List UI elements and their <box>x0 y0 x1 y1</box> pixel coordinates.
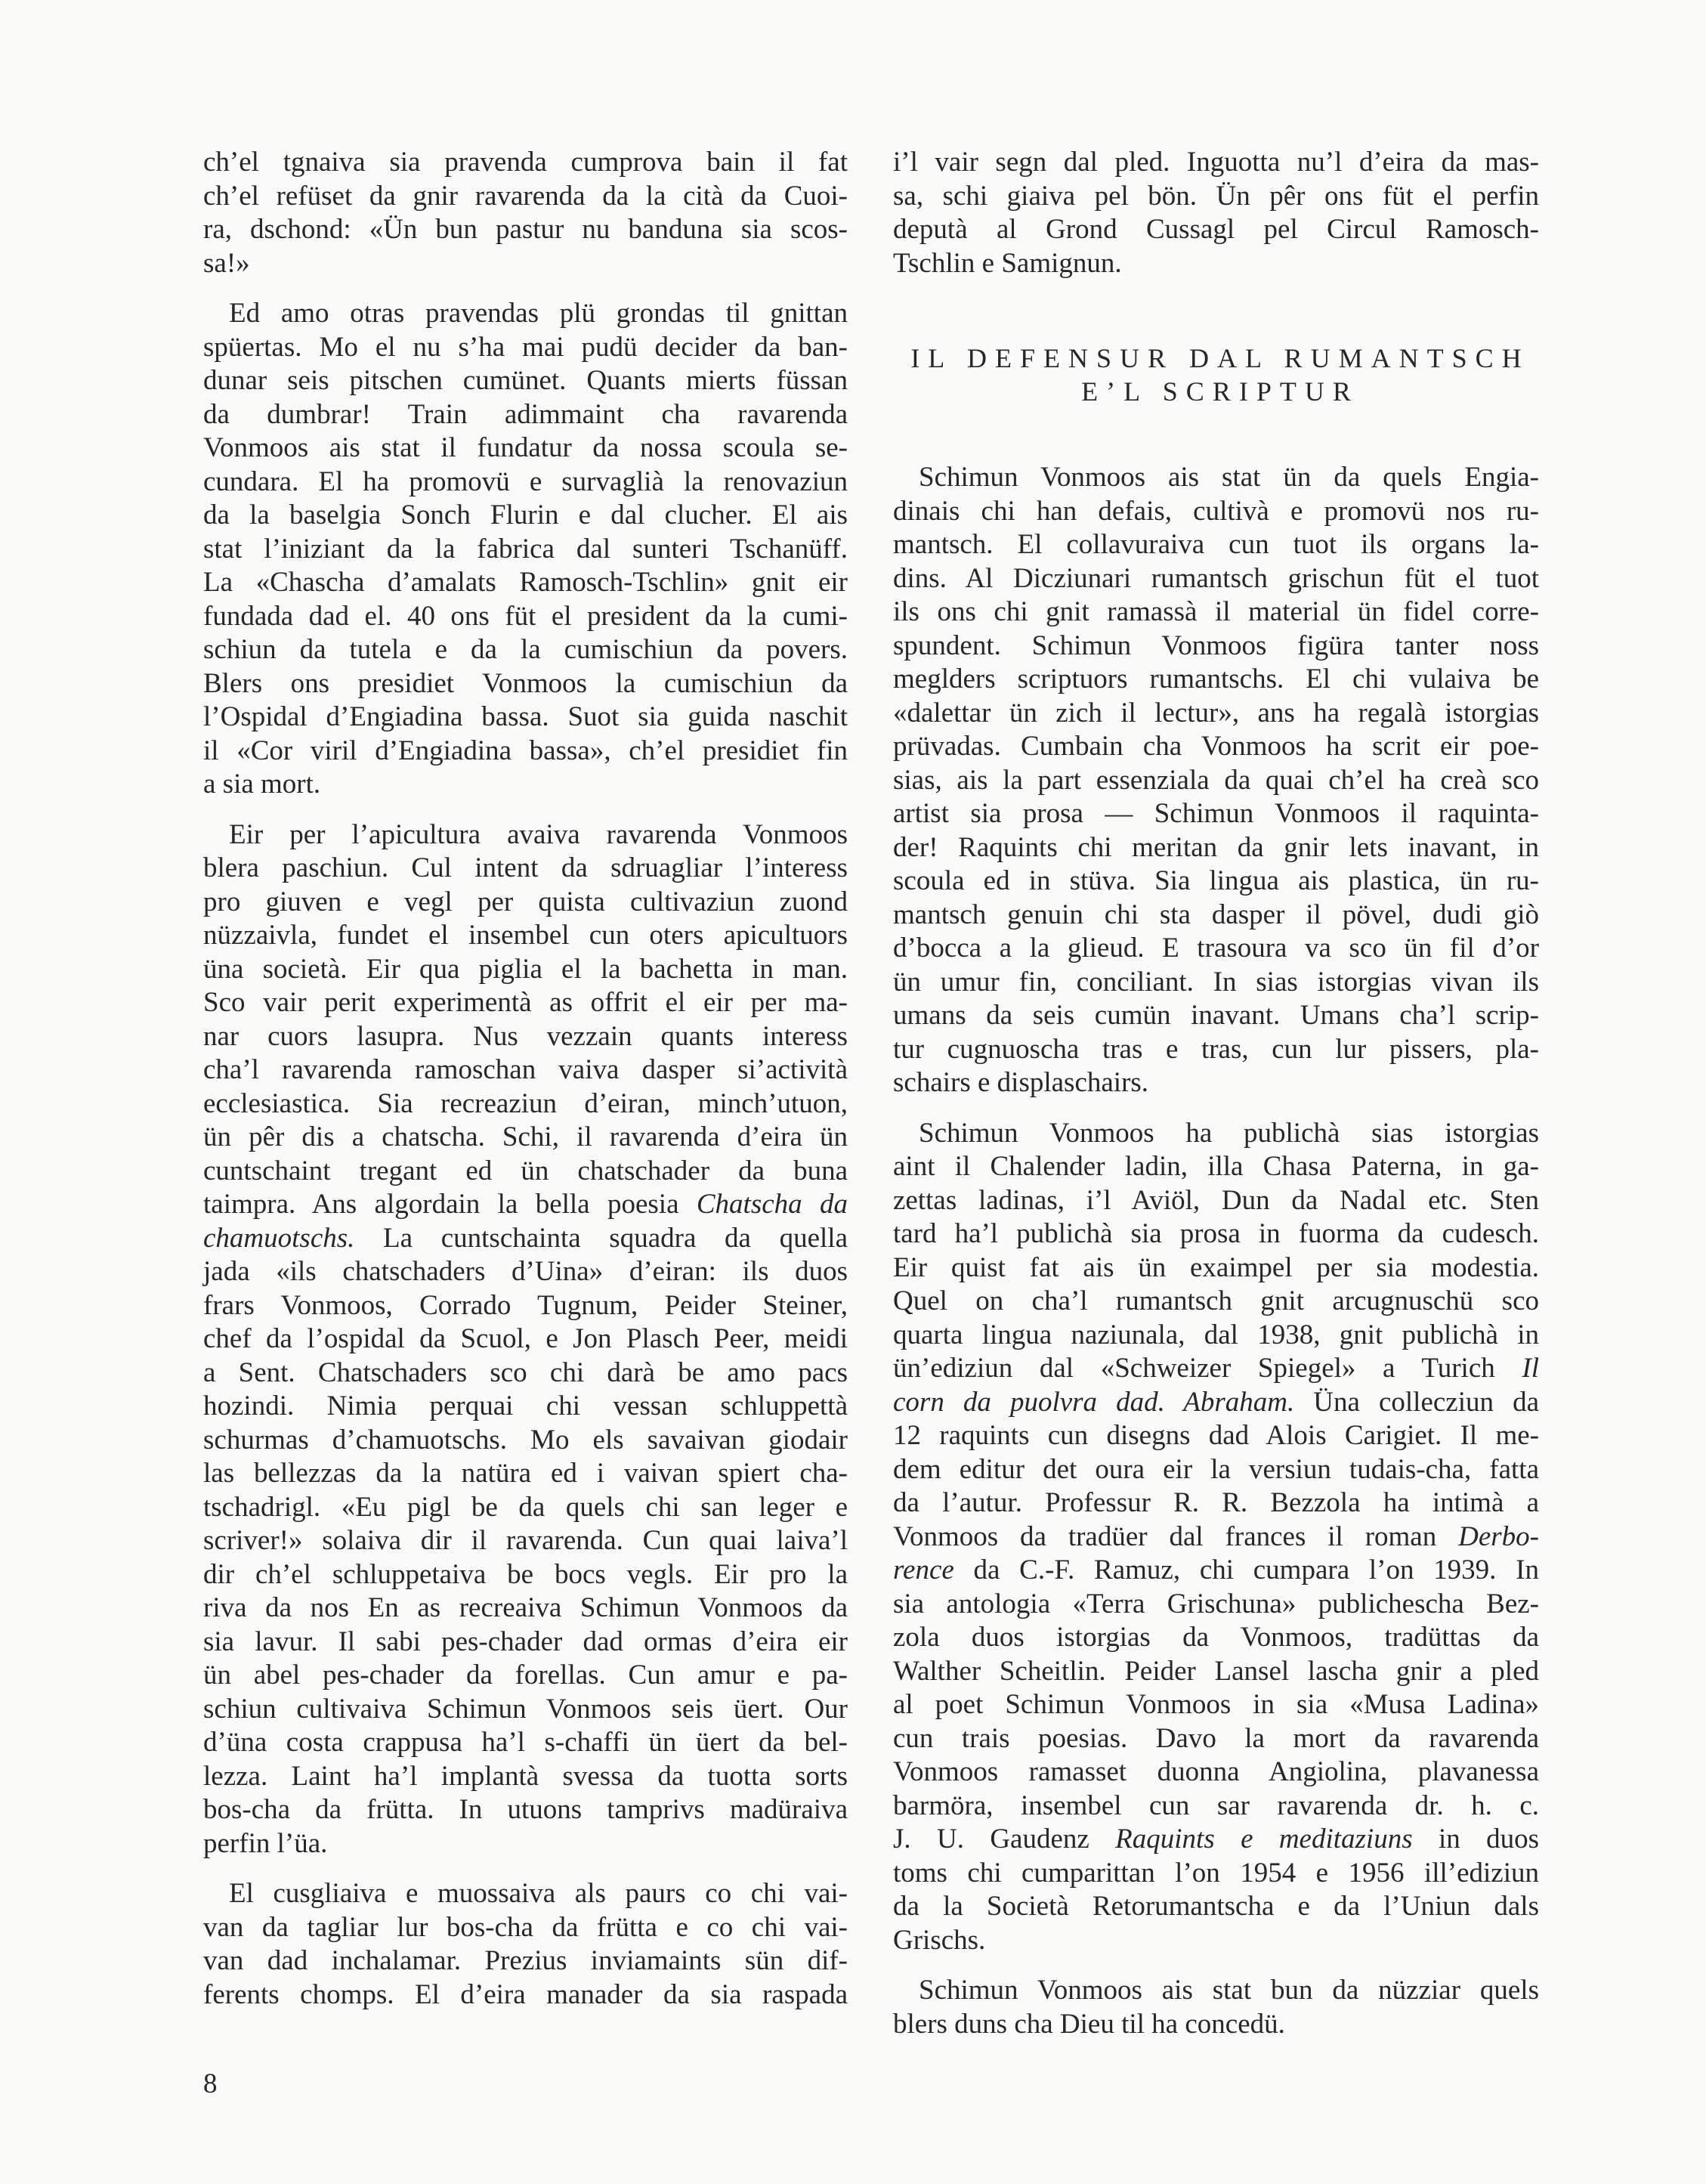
text-line: blers duns cha Dieu til ha concedü. <box>893 2008 1285 2040</box>
text-line: der! Raquints chi meritan da gnir lets inavant, in <box>893 831 1539 863</box>
emphasized-title: Il <box>1522 1353 1539 1384</box>
text-line: ün pêr dis a chatscha. Schi, il ravarenda d’eira ün <box>203 1121 848 1152</box>
text-line: scriver!» solaiva dir il ravarenda. Cun quai laiva’l <box>203 1525 848 1556</box>
text-line: a sia mort. <box>203 769 321 800</box>
text-line: dunar seis pitschen cumünet. Quants mierts füssan <box>203 365 848 396</box>
text-line: da la baselgia Sonch Flurin e dal clucher. El ais <box>203 500 848 531</box>
text-line <box>893 1554 1539 1588</box>
text-line: ün abel pes-chader da forellas. Cun amur e pa- <box>203 1660 848 1691</box>
text-line: nar cuors lasupra. Nus vezzain quants interess <box>203 1020 848 1052</box>
text-line: ch’el tgnaiva sia pravenda cumprova bain il fat <box>203 147 848 178</box>
emphasized-title: rence <box>893 1554 954 1585</box>
text-line: da dumbrar! Train adimmaint cha ravarenda <box>203 398 848 430</box>
text-line: cha’l ravarenda ramoschan vaiva dasper si’actività <box>203 1054 848 1085</box>
line-segment: Üna collecziun da <box>1294 1386 1539 1418</box>
text-line: Eir quist fat ais ün exaimpel per sia modestia. <box>893 1251 1539 1283</box>
text-line: a Sent. Chatschaders sco chi darà be amo pacs <box>203 1356 848 1388</box>
text-line: Eir per l’apicultura avaiva ravarenda Vonmoos <box>229 818 848 850</box>
paragraph <box>203 146 848 280</box>
text-line: dir ch’el schluppetaiva be bocs vegls. Eir pro la <box>203 1558 848 1590</box>
text-line: «dalettar ün zich il lectur», ans ha regalà istorgias <box>893 697 1539 729</box>
text-line: jada «ils chatschaders d’Uina» d’eiran: ils duos <box>203 1256 848 1287</box>
text-line: tschadrigl. «Eu pigl be da quels chi san leger e <box>203 1491 848 1523</box>
text-line <box>203 1188 848 1222</box>
text-line: las bellezzas da la natüra ed i vaivan spiert cha- <box>203 1458 848 1489</box>
text-line: spundent. Schimun Vonmoos figüra tanter noss <box>893 630 1539 661</box>
text-line: dins. Al Dicziunari rumantsch grischun füt el tuot <box>893 562 1539 594</box>
text-line: meglders scriptuors rumantschs. El chi vulaiva be <box>893 664 1539 694</box>
paragraph <box>203 297 848 802</box>
text-line: Quel on cha’l rumantsch gnit arcugnuschü sco <box>893 1285 1539 1316</box>
section-heading-line: E’L SCRIPTUR <box>1081 376 1359 407</box>
text-line: blera paschiun. Cul intent da sdruagliar l’interess <box>203 852 848 883</box>
text-line: lezza. Laint ha’l implantà svessa da tuotta sorts <box>203 1760 848 1792</box>
paragraph <box>203 818 848 1861</box>
left-column <box>203 146 848 2012</box>
text-line: deputà al Grond Cussagl pel Circul Ramosch- <box>893 214 1539 245</box>
text-line: ün umur fin, conciliant. In sias istorgias vivan ils <box>893 966 1539 998</box>
text-line: scoula ed in stüva. Sia lingua ais plastica, ün ru- <box>893 865 1539 896</box>
text-line: üna società. Eir qua piglia el la bachetta in man. <box>203 953 848 985</box>
emphasized-title: Raquints e meditaziuns <box>1115 1824 1413 1855</box>
text-line <box>203 1222 848 1256</box>
text-line <box>893 1386 1539 1420</box>
text-line: ch’el refüset da gnir ravarenda da la cità da Cuoi- <box>203 180 848 212</box>
text-line: van dad inchalamar. Prezius inviamaints sün dif- <box>203 1945 848 1976</box>
text-line: dinais chi han defais, cultivà e promovü nos ru- <box>893 495 1539 527</box>
text-line: d’üna costa crappusa ha’l s-chaffi ün üert da bel- <box>203 1727 848 1758</box>
text-line: sias, ais la part essenziala da quai ch’el ha creà sco <box>893 764 1539 796</box>
text-line: tur cugnuoscha tras e tras, cun lur pissers, pla- <box>893 1033 1539 1065</box>
text-line: Vonmoos ramasset duonna Angiolina, plavanessa <box>893 1756 1539 1787</box>
text-line: Grischs. <box>893 1924 986 1956</box>
text-line: cun trais poesias. Davo la mort da ravarenda <box>893 1722 1539 1754</box>
text-line: mantsch genuin chi sta dasper il pövel, dudi giò <box>893 899 1539 930</box>
text-line: schiun da tutela e da la cumischiun da povers. <box>203 634 848 665</box>
text-line: riva da nos En as recreaiva Schimun Vonmoos da <box>203 1592 848 1623</box>
text-line: toms chi cumparittan l’on 1954 e 1956 ill’ediziun <box>893 1857 1539 1889</box>
text-line: chef da l’ospidal da Scuol, e Jon Plasch Peer, meidi <box>203 1323 848 1354</box>
paragraph <box>893 1117 1539 1958</box>
text-line: zettas ladinas, i’l Aviöl, Dun da Nadal etc. Sten <box>893 1184 1539 1216</box>
text-line: schurmas d’chamuotschs. Mo els savaivan giodair <box>203 1424 848 1455</box>
text-line: Schimun Vonmoos ha publichà sias istorgias <box>919 1117 1539 1149</box>
text-line: ecclesiastica. Sia recreaziun d’eiran, minch’utuon, <box>203 1087 848 1119</box>
text-line: fundada dad el. 40 ons füt el president da la cumi- <box>203 600 848 632</box>
text-line: frars Vonmoos, Corrado Tugnum, Peider Steiner, <box>203 1289 848 1321</box>
text-line: El cusgliaiva e muossaiva als paurs co chi vai- <box>229 1878 848 1909</box>
text-line: il «Cor viril d’Engiadina bassa», ch’el presidiet fin <box>203 735 848 766</box>
text-line: aint il Chalender ladin, illa Chasa Paterna, in ga- <box>893 1151 1539 1182</box>
text-line: barmöra, insembel cun sar ravarenda dr. h. c. <box>893 1790 1539 1821</box>
text-line: schiun cultivaiva Schimun Vonmoos seis üert. Our <box>203 1693 848 1725</box>
text-line: Schimun Vonmoos ais stat bun da nüzziar quels <box>919 1975 1539 2006</box>
text-line: sia lavur. Il sabi pes-chader dad ormas d’eira eir <box>203 1626 848 1657</box>
emphasized-title: chamuotschs. <box>203 1222 355 1254</box>
text-line: cuntschaint tregant ed ün chatschader da buna <box>203 1155 848 1186</box>
line-segment: taimpra. Ans algordain la bella poesia <box>203 1189 697 1220</box>
text-line: Schimun Vonmoos ais stat ün da quels Engia- <box>919 462 1539 493</box>
line-segment: Vonmoos da tradüer dal frances il roman <box>893 1520 1459 1552</box>
text-line: ferents chomps. El d’eira manader da sia raspada <box>203 1978 848 2010</box>
text-line: ils ons chi gnit ramassà il material ün fidel corre- <box>893 596 1539 627</box>
text-line: La «Chascha d’amalats Ramosch-Tschlin» gnit eir <box>203 567 848 598</box>
text-line: mantsch. El collavuraiva cun tuot ils organs la- <box>893 529 1539 560</box>
right-column <box>893 146 1539 2041</box>
text-line: pro giuven e vegl per quista cultivaziun zuond <box>203 886 848 917</box>
section-heading-line: IL DEFENSUR DAL RUMANTSCH <box>910 343 1530 373</box>
paragraph <box>893 461 1539 1100</box>
text-line: perfin l’üa. <box>203 1827 328 1859</box>
text-line: al poet Schimun Vonmoos in sia «Musa Ladina» <box>893 1689 1539 1720</box>
text-line: van da tagliar lur bos-cha da frütta e co chi vai- <box>203 1911 848 1943</box>
line-segment: La cuntschainta squadra da quella <box>354 1222 848 1254</box>
text-line: hozindi. Nimia perquai chi vessan schluppettà <box>203 1391 848 1421</box>
text-line: sa!» <box>203 247 250 279</box>
text-line <box>893 1352 1539 1386</box>
text-line: Blers ons presidiet Vonmoos la cumischiun da <box>203 667 848 699</box>
line-segment: ün’ediziun dal «Schweizer Spiegel» a Turich <box>893 1353 1522 1384</box>
text-line: Sco vair perit experimentà as offrit el eir per ma- <box>203 987 848 1018</box>
text-line: da l’autur. Professur R. R. Bezzola ha intimà a <box>893 1487 1539 1518</box>
text-line: schairs e displaschairs. <box>893 1067 1149 1098</box>
page-number: 8 <box>203 2068 218 2099</box>
text-line: Walther Scheitlin. Peider Lansel lascha gnir a pled <box>893 1655 1539 1687</box>
text-line: sa, schi giaiva pel bön. Ün pêr ons füt el perfin <box>893 180 1539 212</box>
text-line: artist sia prosa — Schimun Vonmoos il raquinta- <box>893 798 1539 829</box>
text-line: spüertas. Mo el nu s’ha mai pudü decider da ban- <box>203 331 848 363</box>
text-line: zola duos istorgias da Vonmoos, tradüttas da <box>893 1622 1539 1653</box>
text-line: ra, dschond: «Ün bun pastur nu banduna sia scos- <box>203 214 848 245</box>
section-heading <box>893 342 1539 408</box>
text-line: Ed amo otras pravendas plü grondas til gnittan <box>229 298 848 329</box>
line-segment: in duos <box>1412 1824 1540 1855</box>
text-line <box>893 1520 1539 1554</box>
text-line: nüzzaivla, fundet el insembel cun oters apicultuors <box>203 920 848 951</box>
text-line: quarta lingua naziunala, dal 1938, gnit publichà in <box>893 1319 1539 1350</box>
continued-text <box>893 146 1539 280</box>
emphasized-title: Chatscha da <box>696 1189 848 1220</box>
text-line: 12 raquints cun disegns dad Alois Carigiet. Il me- <box>893 1420 1539 1451</box>
text-line: l’Ospidal d’Engiadina bassa. Suot sia guida naschit <box>203 701 848 732</box>
text-line: Tschlin e Samignun. <box>893 247 1122 279</box>
text-line: stat l’iniziant da la fabrica dal sunteri Tschanüff. <box>203 533 848 565</box>
text-line: prüvadas. Cumbain cha Vonmoos ha scrit eir poe- <box>893 731 1539 762</box>
text-line: Vonmoos ais stat il fundatur da nossa scoula se- <box>203 432 848 463</box>
emphasized-title: Derbo- <box>1458 1520 1539 1552</box>
text-line: sia antologia «Terra Grischuna» publichescha Bez- <box>893 1588 1539 1619</box>
emphasized-title: corn da puolvra dad. Abraham. <box>893 1386 1295 1418</box>
text-line: bos-cha da frütta. In utuons tamprivs madüraiva <box>203 1794 848 1825</box>
line-segment: da C.-F. Ramuz, chi cumpara l’on 1939. In <box>953 1554 1539 1585</box>
paragraph <box>893 146 1539 280</box>
text-line: d’bocca a la glieud. E trasoura va sco ün fil d’or <box>893 933 1539 964</box>
text-line: i’l vair segn dal pled. Inguotta nu’l d’eira da mas- <box>893 147 1539 178</box>
text-line: dem editur det oura eir la versiun tudais-cha, fatta <box>893 1453 1539 1485</box>
text-line <box>893 1823 1539 1857</box>
text-line: da la Società Retorumantscha e da l’Uniun dals <box>893 1891 1539 1922</box>
text-line: tard ha’l publichà sia prosa in fuorma da cudesch. <box>893 1218 1539 1249</box>
section-body <box>893 461 1539 2041</box>
line-segment: J. U. Gaudenz <box>893 1824 1116 1855</box>
paragraph <box>203 1877 848 2012</box>
text-line: umans da seis cumün inavant. Umans cha’l scrip- <box>893 1000 1539 1031</box>
text-line: cundara. El ha promovü e survaglià la renovaziun <box>203 466 848 497</box>
paragraph <box>893 1974 1539 2041</box>
